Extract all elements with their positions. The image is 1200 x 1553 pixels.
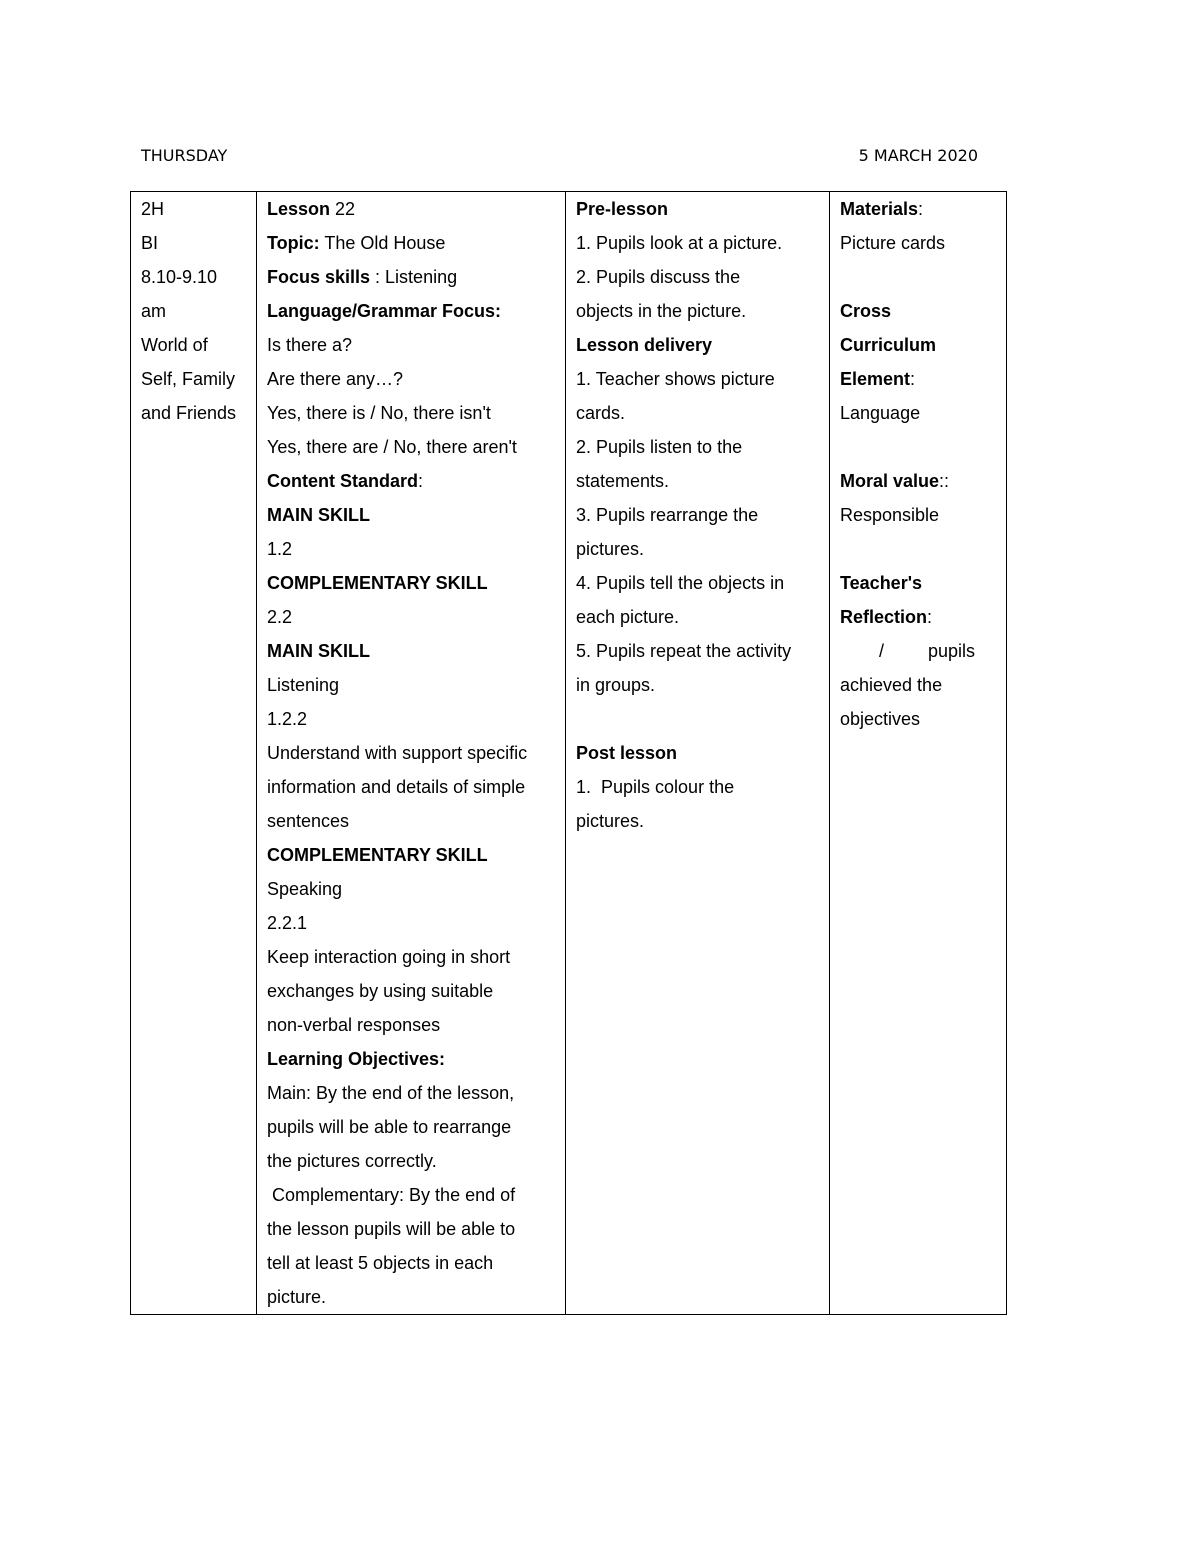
content-standard-colon: : — [418, 471, 424, 491]
lesson-label: Lesson — [267, 199, 331, 219]
content-standard-line — [267, 464, 557, 498]
moral-value-colon: :: — [939, 471, 950, 491]
reflection-slash: / — [878, 641, 884, 661]
cross-curriculum-label: Curriculum — [840, 335, 937, 355]
pre-lesson-step: 1. Pupils look at a picture. — [576, 233, 783, 253]
focus-value: : Listening — [370, 267, 458, 287]
reflection-colon: : — [927, 607, 933, 627]
main-skill-heading: MAIN SKILL — [267, 505, 370, 525]
materials-colon: : — [918, 199, 924, 219]
subject: BI — [141, 233, 159, 253]
delivery-step: each picture. — [576, 607, 680, 627]
lesson-number: 22 — [330, 199, 356, 219]
lesson-line — [267, 192, 557, 226]
content-standard-label: Content Standard — [267, 471, 418, 491]
lesson-details-cell — [257, 192, 566, 1315]
lesson-steps-cell — [566, 192, 830, 1315]
main-skill-desc: sentences — [267, 811, 350, 831]
delivery-step: 2. Pupils listen to the — [576, 437, 743, 457]
moral-value: Responsible — [840, 505, 940, 525]
complementary-skill-code: 2.2.1 — [267, 913, 308, 933]
moral-value-line — [840, 464, 998, 498]
pre-lesson-step: objects in the picture. — [576, 301, 747, 321]
materials-line — [840, 192, 998, 226]
reflection-text: achieved the — [840, 675, 943, 695]
objective-complementary: the lesson pupils will be able to — [267, 1219, 516, 1239]
spacer — [840, 260, 998, 294]
theme-line: and Friends — [141, 403, 237, 423]
complementary-skill-desc: exchanges by using suitable — [267, 981, 494, 1001]
grammar-line: Yes, there are / No, there aren't — [267, 437, 517, 457]
reflection-text: objectives — [840, 709, 921, 729]
complementary-skill-heading: COMPLEMENTARY SKILL — [267, 845, 488, 865]
lesson-delivery-label: Lesson delivery — [576, 335, 713, 355]
objective-main: Main: By the end of the lesson, — [267, 1083, 515, 1103]
delivery-step: cards. — [576, 403, 626, 423]
reflection-blank-line — [840, 634, 998, 668]
class-name: 2H — [141, 199, 165, 219]
theme-line: World of — [141, 335, 208, 355]
cross-curriculum-label: Cross — [840, 301, 892, 321]
post-lesson-step: pictures. — [576, 811, 645, 831]
main-skill-code: 1.2.2 — [267, 709, 308, 729]
spacer — [576, 702, 821, 736]
topic-value: The Old House — [319, 233, 446, 253]
delivery-step: 3. Pupils rearrange the — [576, 505, 759, 525]
focus-line — [267, 260, 557, 294]
delivery-step: pictures. — [576, 539, 645, 559]
moral-value-label: Moral value — [840, 471, 940, 491]
materials-label: Materials — [840, 199, 919, 219]
reflection-label: Teacher's — [840, 573, 922, 593]
complementary-skill-heading: COMPLEMENTARY SKILL — [267, 573, 488, 593]
lesson-plan-row — [131, 192, 1007, 1315]
materials-value: Picture cards — [840, 233, 946, 253]
class-info-cell — [131, 192, 257, 1315]
pre-lesson-step: 2. Pupils discuss the — [576, 267, 741, 287]
grammar-line: Are there any…? — [267, 369, 404, 389]
main-skill-heading: MAIN SKILL — [267, 641, 370, 661]
grammar-line: Is there a? — [267, 335, 353, 355]
complementary-skill-name: Speaking — [267, 879, 343, 899]
delivery-step: 5. Pupils repeat the activity — [576, 641, 792, 661]
cross-curriculum-label: Element — [840, 369, 911, 389]
lesson-plan-table — [130, 191, 1007, 1315]
focus-label: Focus skills — [267, 267, 371, 287]
cross-curriculum-line — [840, 362, 998, 396]
delivery-step: 1. Teacher shows picture — [576, 369, 775, 389]
grammar-line: Yes, there is / No, there isn't — [267, 403, 491, 423]
topic-line — [267, 226, 557, 260]
reflection-label: Reflection — [840, 607, 928, 627]
main-skill-name: Listening — [267, 675, 340, 695]
complementary-skill-desc: non-verbal responses — [267, 1015, 441, 1035]
objectives-label: Learning Objectives: — [267, 1049, 446, 1069]
header-date: 5 MARCH 2020 — [858, 146, 978, 165]
topic-label: Topic: — [267, 233, 320, 253]
main-skill-desc: information and details of simple — [267, 777, 526, 797]
delivery-step: statements. — [576, 471, 670, 491]
time-suffix: am — [141, 301, 167, 321]
complementary-skill-desc: Keep interaction going in short — [267, 947, 511, 967]
header-day: THURSDAY — [141, 146, 228, 165]
cross-curriculum-value: Language — [840, 403, 921, 423]
objective-main: the pictures correctly. — [267, 1151, 437, 1171]
post-lesson-step: 1. Pupils colour the — [576, 777, 735, 797]
theme-line: Self, Family — [141, 369, 236, 389]
spacer — [840, 430, 998, 464]
reflection-line — [840, 600, 998, 634]
lesson-extras-cell — [830, 192, 1007, 1315]
cross-curriculum-colon: : — [910, 369, 916, 389]
objective-main: pupils will be able to rearrange — [267, 1117, 512, 1137]
main-skill-value: 1.2 — [267, 539, 293, 559]
delivery-step: in groups. — [576, 675, 656, 695]
time-range: 8.10-9.10 — [141, 267, 218, 287]
objective-complementary: picture. — [267, 1287, 327, 1307]
delivery-step: 4. Pupils tell the objects in — [576, 573, 785, 593]
post-lesson-label: Post lesson — [576, 743, 678, 763]
complementary-skill-value: 2.2 — [267, 607, 293, 627]
pre-lesson-label: Pre-lesson — [576, 199, 669, 219]
main-skill-desc: Understand with support specific — [267, 743, 528, 763]
objective-complementary: Complementary: By the end of — [267, 1185, 516, 1205]
spacer — [840, 532, 998, 566]
reflection-pupils: pupils — [928, 641, 976, 661]
grammar-label: Language/Grammar Focus: — [267, 301, 502, 321]
objective-complementary: tell at least 5 objects in each — [267, 1253, 494, 1273]
